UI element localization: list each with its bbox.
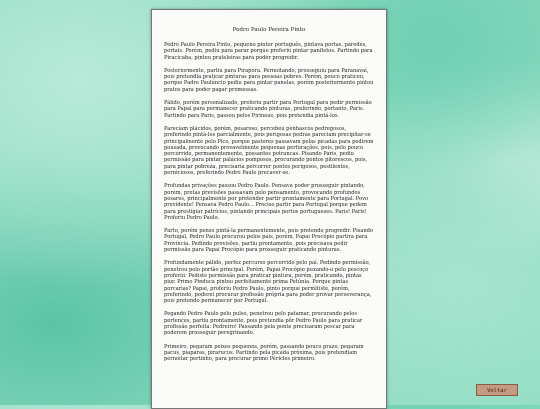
document-title: Pedro Paulo Pereira Pinto (232, 27, 306, 33)
document-page (151, 9, 387, 409)
paragraph: Pareciam plácidos, porém, pesaroso, percebeu penhascos pedregosos, preferindo pintá-los parcialmente, pois perigosas pedras pareciam precipitar-se principalmente pelo Pico, porque pastores passavam pelas picadas para pedirem pousada, provocando provavelmente pequenas perfurações, pois, pelo pouco percorrido, permanentemente, possantes potrancas. Pisando Paris, pediu permissão para pintar palácios pomposos, procurando pontos pitorescos, pois, para pintar pobreza, precisaria percorrer pontos perigosos, pestilentos, perniciosos, preferindo Pedro Paulo precaver-se. (164, 125, 374, 177)
paragraph: Pálido, porém personalizado, preferiu partir para Portugal para pedir permissão para Papai para permanecer praticando pinturas, preferindo, portanto, Paris. Partindo para Paris, passou pelos Pirineus, pois pretendia pintá-los. (164, 100, 372, 119)
paragraph: Pedro Paulo Pereira Pinto, pequeno pintor português, pintava portas, paredes, portais. Porém, pediu para parar porque preferiu pintar panfletos. Partindo para Piracicaba, pintou prateleiras para poder progredir. (164, 42, 373, 61)
paragraph: Posteriormente, partiu para Pirapora. Pernoitando, prosseguiu para Paranavaí, pois pretendia praticar pinturas para pessoas pobres. Porém, pouco praticou, porque Padre Paulúncio pediu para pintar panelas, porém posteriormente pintou pratos para poder pagar promessas. (164, 67, 374, 93)
paragraph: Profundamente pálido, perfez percurso percorrido pelo pai. Pedindo permissão, penetrou pelo portão principal. Porém, Papai Procópio puxando-o pelo pescoço proferiu: Pediste permissão para praticar pintura, porém, praticando, pintas pior. Primo Pinduca pintou perfeitamente prima Petúnia. Porque pintas porcarias? Papai, proferiu Pedro Paulo, pinto porque permitiste, porém, preferindo, poderei procurar profissão própria para poder provar perseverança, pois pretendo permanecer por Portugal. (164, 260, 372, 305)
paragraph: Parto, porém penso pintá-la permanentemente, pois pretendo progredir. Pisando Portugal, Pedro Paulo procurou pelos pais, porém, Papai Procópio partira para Província. Pedindo provisões, partiu prontamente, pois precisava pedir permissão para Papai Procópio para prosseguir praticando pinturas. (164, 228, 373, 254)
paragraph: Pegando Pedro Paulo pelo pulso, penetrou pelo patamar, procurando pelos pertences, partiu prontamente, pois pretendia pôr Pedro Paulo para praticar profissão perfeita: Pedreiro! Passando pela ponte precisaram pescar para poderem prosseguir peregrinando. (164, 311, 363, 337)
paragraph: Profundas privações passou Pedro Paulo. Pensava poder prosseguir pintando, porém, pretas previsões passavam pelo pensamento, provocando profundos pesares, principalmente por pretender partir prontamente para Portugal. Povo previdente! Pensava Pedro Paulo... Preciso partir para Portugal porque pedem para prestigiar patrícios, pintando principais portos portugueses. Paris! Paris! Proferiu Pedro Paulo. (164, 183, 369, 221)
paragraph: Primeiro, pegaram peixes pequenos, porém, passando pouco prazo, pegaram pacus, piaparas, pirarucus. Partindo pela picada próxima, pois pretendiam pernoitar pertinho, para procurar primo Péricles primeiro. (164, 343, 364, 363)
back-button[interactable]: Voltar (476, 384, 518, 396)
